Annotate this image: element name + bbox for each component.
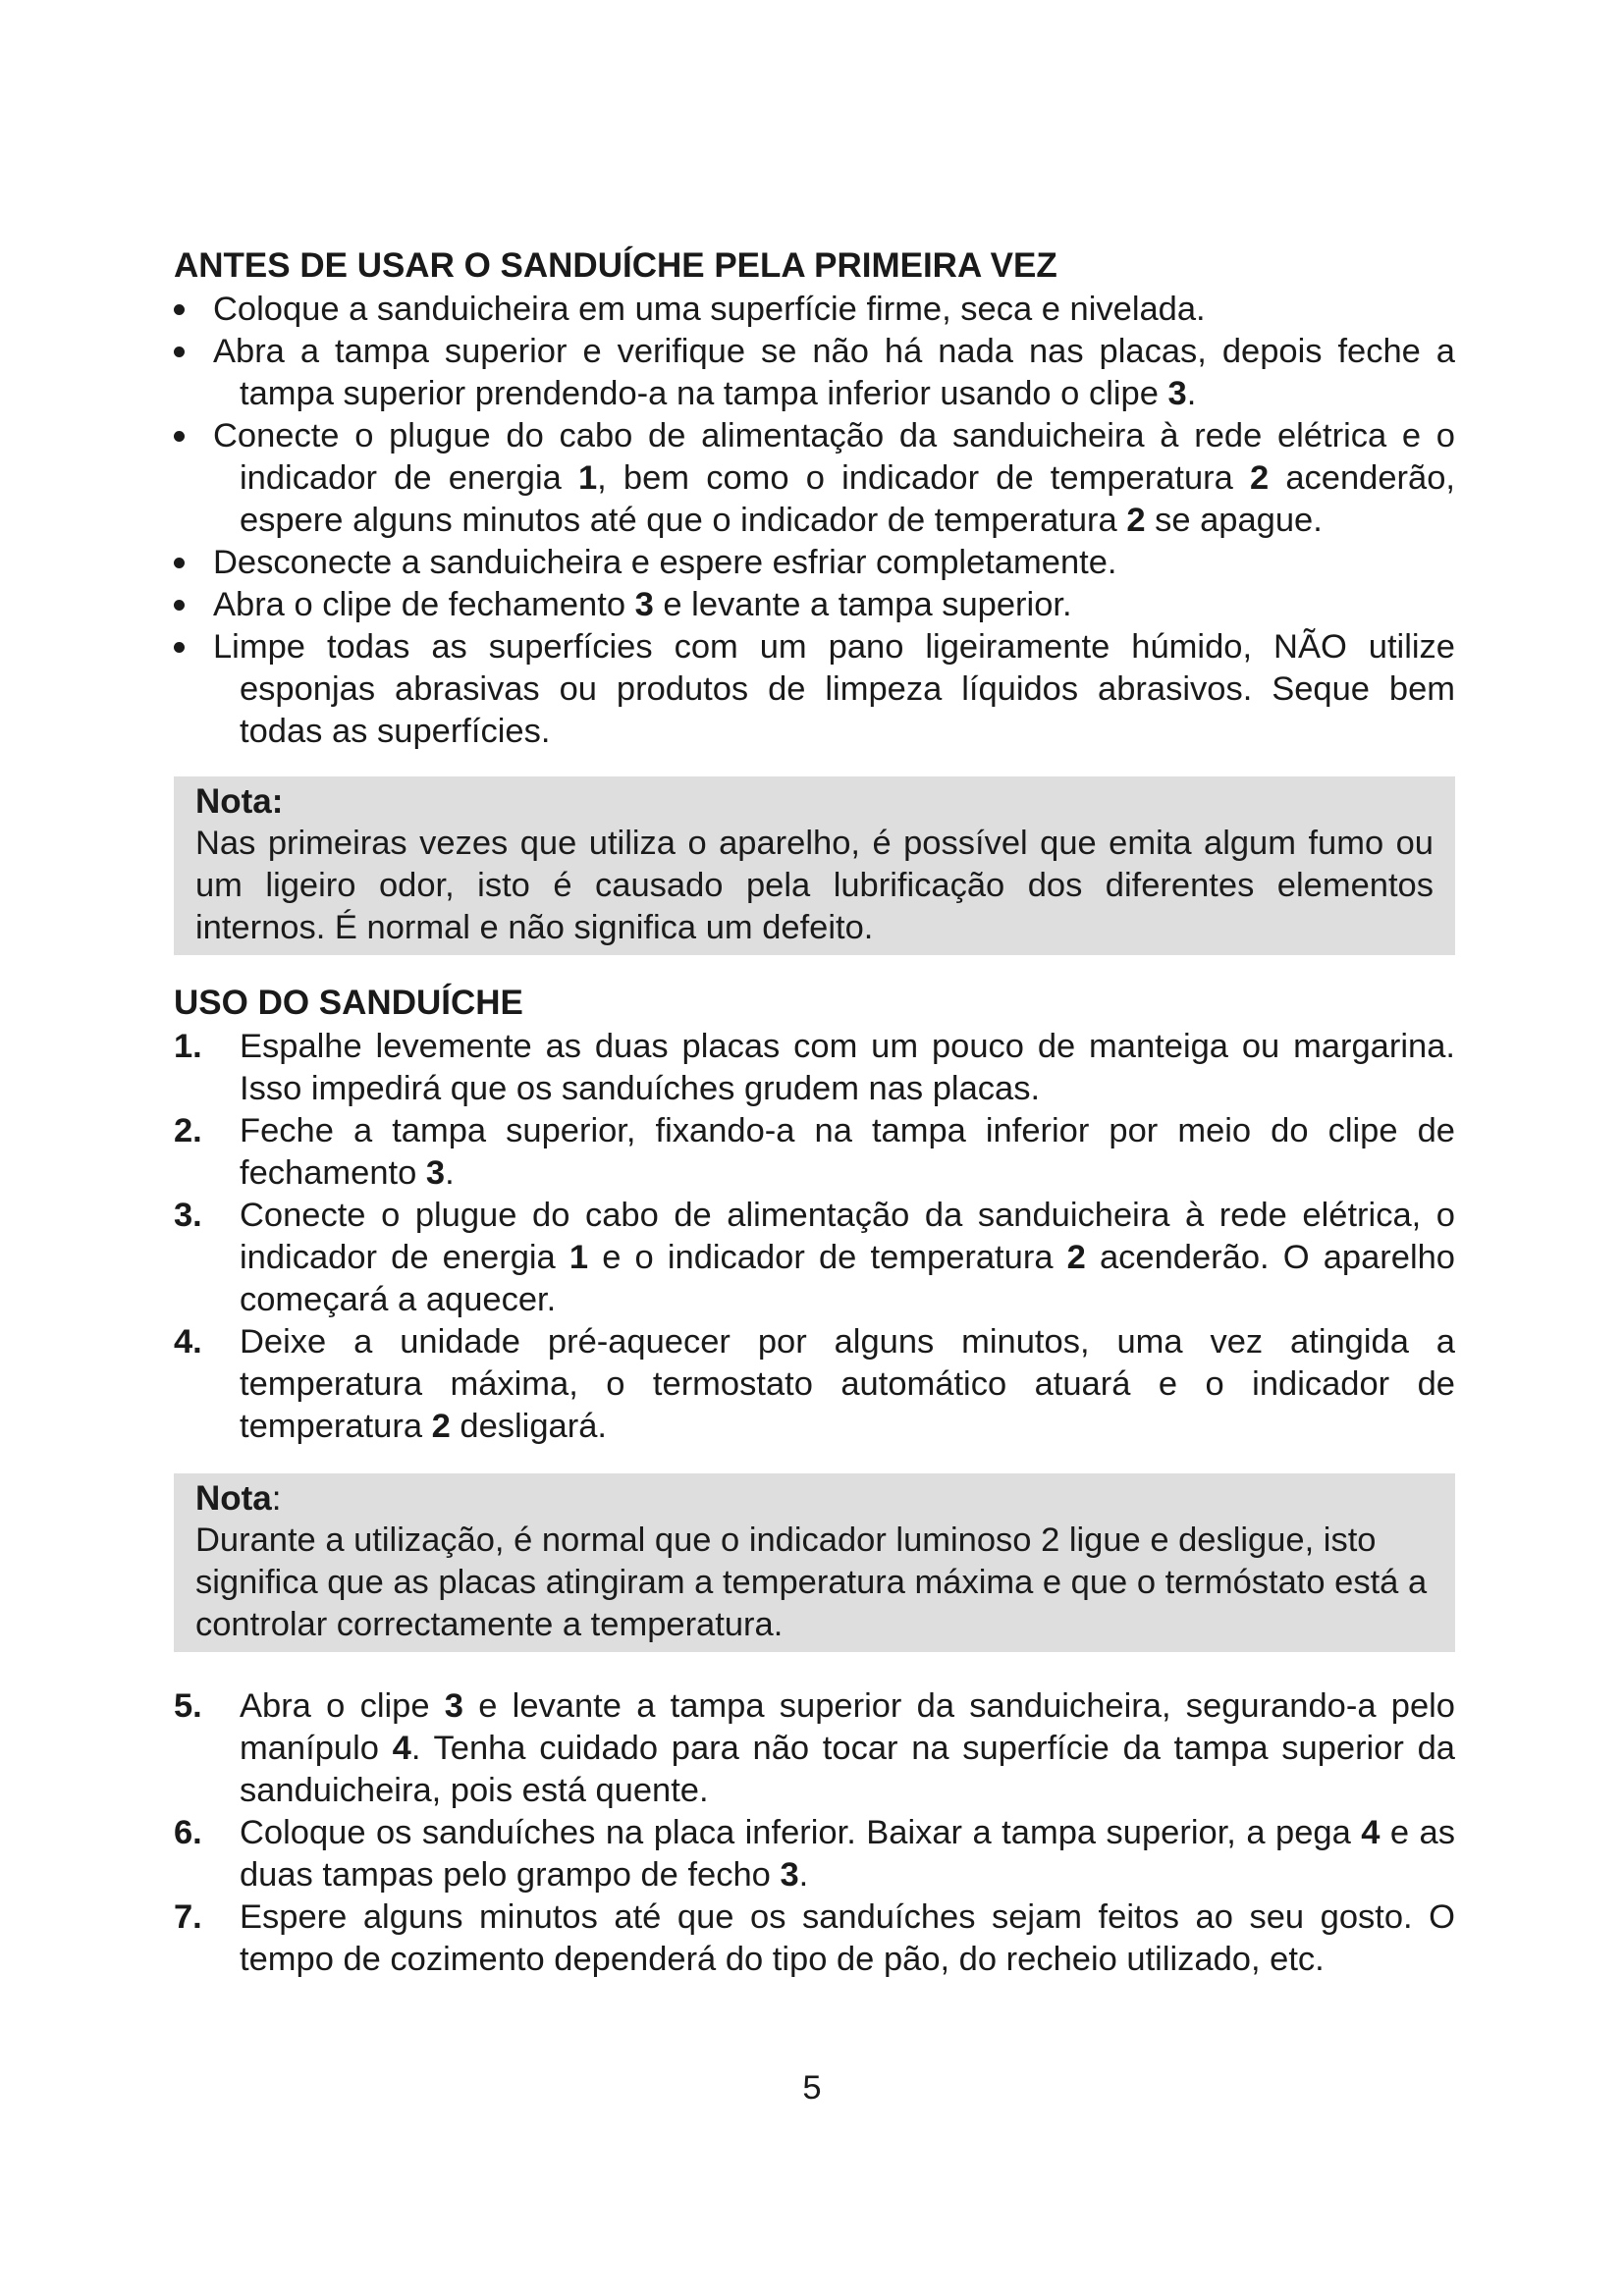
step-item — [174, 1110, 1455, 1195]
step-text: Deixe a unidade pré-aquecer por alguns minutos, uma vez atingida a temperatura máxima, o termostato automático atuará e o indicador de temperatura — [240, 1323, 1455, 1445]
ref-number: 3 — [634, 586, 654, 623]
step-text: . Tenha cuidado para não tocar na superfície da tampa superior da sanduicheira, pois está quente. — [240, 1730, 1455, 1809]
bullet-text: . — [1186, 375, 1197, 412]
section-title-usage: USO DO SANDUÍCHE — [174, 984, 523, 1022]
bullet-text: se apague. — [1145, 502, 1323, 539]
ref-number: 4 — [1361, 1814, 1380, 1851]
ref-number: 4 — [392, 1730, 411, 1767]
ref-number: 3 — [780, 1856, 799, 1894]
note-title: Nota: — [195, 782, 284, 821]
step-number: 4. — [174, 1323, 202, 1361]
bullet-item — [174, 289, 1455, 331]
note-title-colon: : — [271, 1479, 282, 1518]
ref-number: 2 — [1126, 502, 1146, 539]
step-item — [174, 1321, 1455, 1448]
section-title-before-first-use: ANTES DE USAR O SANDUÍCHE PELA PRIMEIRA VEZ — [174, 246, 1057, 285]
bullet-text: Abra o clipe de fechamento — [213, 586, 635, 623]
step-text: desligará. — [450, 1408, 607, 1445]
step-number: 2. — [174, 1112, 202, 1149]
ref-number: 2 — [431, 1408, 451, 1445]
ref-number: 3 — [1167, 375, 1187, 412]
bullet-text: Limpe todas as superfícies com um pano ligeiramente húmido, NÃO utilize esponjas abrasivas ou produtos de limpeza líquidos abrasivos. Seque bem todas as superfícies. — [213, 628, 1455, 750]
note-title-text: Nota — [195, 1479, 272, 1518]
step-item — [174, 1195, 1455, 1321]
manual-page — [174, 243, 1455, 1981]
bullet-text: Conecte o plugue do cabo de alimentação da sanduicheira à rede elétrica e o indicador de energia — [213, 417, 1455, 497]
bullet-text: Coloque a sanduicheira em uma superfície firme, seca e nivelada. — [213, 291, 1206, 328]
step-text: e levante a tampa superior da sanduicheira, segurando-a pelo manípulo — [240, 1687, 1455, 1767]
bullet-text: e levante a tampa superior. — [653, 586, 1072, 623]
step-text: Coloque os sanduíches na placa inferior. Baixar a tampa superior, a pega — [240, 1814, 1362, 1851]
note-box-usage — [174, 1473, 1455, 1652]
bullet-text: Desconecte a sanduicheira e espere esfriar completamente. — [213, 544, 1117, 581]
step-text: . — [445, 1154, 455, 1192]
ref-number: 3 — [425, 1154, 446, 1192]
step-text: e o indicador de temperatura — [588, 1239, 1067, 1276]
note-title — [195, 1477, 1434, 1520]
bullet-item — [174, 542, 1455, 584]
step-text: Conecte o plugue do cabo de alimentação da sanduicheira à rede elétrica, o indicador de energia — [240, 1197, 1455, 1276]
ref-number: 2 — [1249, 459, 1270, 497]
bullet-text: , bem como o indicador de temperatura — [597, 459, 1250, 497]
note-box-first-use — [174, 776, 1455, 955]
step-text: e as duas tampas pelo grampo de fecho — [240, 1814, 1455, 1894]
usage-steps-continued — [174, 1685, 1455, 1981]
note-text: Durante a utilização, é normal que o indicador luminoso 2 ligue e desligue, isto significa que as placas atingiram a temperatura máxima e que o termóstato está a controlar correctamente a temperatura. — [195, 1522, 1428, 1643]
step-item — [174, 1812, 1455, 1896]
page-number: 5 — [802, 2069, 822, 2107]
bullet-item — [174, 626, 1455, 753]
step-text: Espere alguns minutos até que os sanduíches sejam feitos ao seu gosto. O tempo de cozimento dependerá do tipo de pão, do recheio utilizado, etc. — [240, 1898, 1455, 1978]
bullet-item — [174, 331, 1455, 415]
step-number: 7. — [174, 1898, 202, 1936]
note-text: Nas primeiras vezes que utiliza o aparelho, é possível que emita algum fumo ou um ligeiro odor, isto é causado pela lubrificação dos diferentes elementos internos. É normal e não significa um defeito. — [195, 825, 1434, 946]
ref-number: 3 — [444, 1687, 463, 1725]
step-number: 3. — [174, 1197, 202, 1234]
ref-number: 1 — [577, 459, 598, 497]
step-text: acenderão. O aparelho começará a aquecer. — [240, 1239, 1455, 1318]
bullet-item — [174, 415, 1455, 542]
step-item — [174, 1896, 1455, 1981]
ref-number: 2 — [1066, 1239, 1086, 1276]
step-text: . — [798, 1856, 809, 1894]
step-item — [174, 1685, 1455, 1812]
bullet-text: Abra a tampa superior e verifique se não há nada nas placas, depois feche a tampa superior prendendo-a na tampa inferior usando o clipe — [213, 333, 1455, 412]
step-text: Abra o clipe — [240, 1687, 445, 1725]
step-item — [174, 1026, 1455, 1110]
bullet-item — [174, 584, 1455, 626]
step-text: Espalhe levemente as duas placas com um pouco de manteiga ou margarina. Isso impedirá que os sanduíches grudem nas placas. — [240, 1028, 1455, 1107]
usage-steps — [174, 1026, 1455, 1448]
ref-number: 1 — [568, 1239, 589, 1276]
step-number: 1. — [174, 1028, 202, 1065]
step-text: Feche a tampa superior, fixando-a na tampa inferior por meio do clipe de fechamento — [240, 1112, 1455, 1192]
before-use-list — [174, 289, 1455, 753]
bullet-text: acenderão, espere alguns minutos até que o indicador de temperatura — [240, 459, 1455, 539]
step-number: 6. — [174, 1814, 202, 1851]
step-number: 5. — [174, 1687, 202, 1725]
